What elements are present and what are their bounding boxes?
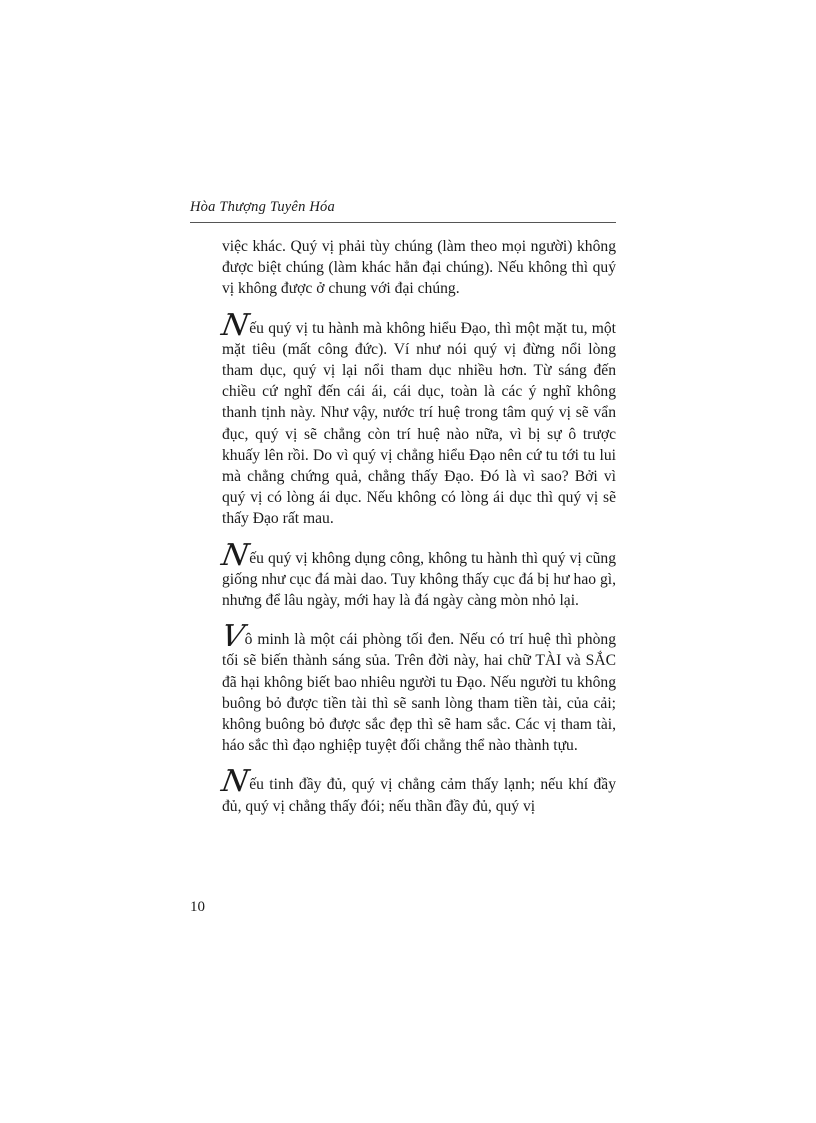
paragraph-text: ếu quý vị tu hành mà không hiểu Đạo, thì một mặt tu, một mặt tiêu (mất công đức). Ví như nói quý vị đừng nổi lòng tham dục, quý vị lại nổi tham dục nhiều hơn. Từ sáng đến chiều cứ nghĩ đến cái ái, cái dục, toàn là các ý nghĩ không thanh tịnh này. Như vậy, nước trí huệ trong tâm quý vị sẽ vẩn đục, quý vị sẽ chẳng còn trí huệ nào nữa, vì bị sự ô trược khuấy lên rồi. Do vì quý vị chẳng hiểu Đạo nên cứ tu tới tu lui mà chẳng chứng quả, chẳng thấy Đạo. Đó là vì sao? Bởi vì quý vị có lòng ái dục. Nếu không có lòng ái dục thì quý vị sẽ thấy Đạo rất mau. xyxy=(222,319,616,528)
paragraph-3 xyxy=(219,537,616,612)
paragraph-text: ếu tinh đầy đủ, quý vị chẳng cảm thấy lạnh; nếu khí đầy đủ, quý vị chẳng thấy đói; nếu thần đầy đủ, quý vị xyxy=(222,776,616,815)
paragraph-2 xyxy=(219,307,616,530)
drop-cap: N xyxy=(219,307,252,343)
paragraph-text: ếu quý vị không dụng công, không tu hành thì quý vị cũng giống như cục đá mài dao. Tuy không thấy cục đá bị hư hao gì, nhưng để lâu ngày, mới hay là đá ngày càng mòn nhỏ lại. xyxy=(222,549,616,610)
page-number: 10 xyxy=(190,899,205,915)
drop-cap: V xyxy=(219,619,247,655)
body-text xyxy=(219,236,616,834)
paragraph-5 xyxy=(219,764,616,816)
paragraph-1 xyxy=(222,236,616,300)
header-title: Hòa Thượng Tuyên Hóa xyxy=(190,199,335,215)
paragraph-text: việc khác. Quý vị phải tùy chúng (làm theo mọi người) không được biệt chúng (làm khác hẳn đại chúng). Nếu không thì quý vị không được ở chung với đại chúng. xyxy=(222,238,616,298)
running-header xyxy=(190,199,616,216)
paragraph-text: ô minh là một cái phòng tối đen. Nếu có trí huệ thì phòng tối sẽ biến thành sáng sủa. Trên đời này, hai chữ TÀI và SẮC đã hại không biết bao nhiêu người tu Đạo. Nếu người tu không buông bỏ được tiền tài thì sẽ sanh lòng tham tiền tài, của cải; không buông bỏ được sắc đẹp thì sẽ ham sắc. Các vị tham tài, háo sắc thì đạo nghiệp tuyệt đối chẳng thể nào thành tựu. xyxy=(222,631,616,755)
paragraph-4 xyxy=(219,619,616,756)
drop-cap: N xyxy=(219,764,252,800)
header-rule xyxy=(190,222,616,223)
drop-cap: N xyxy=(219,537,252,573)
